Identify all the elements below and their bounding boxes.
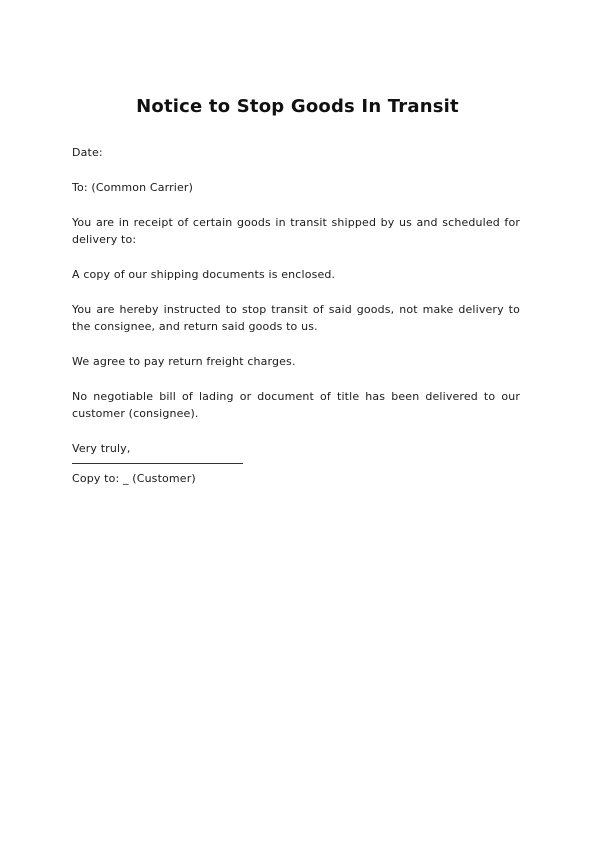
document-title: Notice to Stop Goods In Transit — [136, 96, 459, 117]
letter-body — [72, 144, 520, 487]
closing-line: Very truly, — [72, 442, 131, 455]
signature-line — [72, 463, 243, 464]
enclosure-paragraph: A copy of our shipping documents is enclosed. — [72, 268, 336, 281]
date-line: Date: — [72, 146, 103, 159]
receipt-paragraph: You are in receipt of certain goods in transit shipped by us and scheduled for delivery to: — [72, 216, 520, 246]
bill-of-lading-paragraph: No negotiable bill of lading or document of title has been delivered to our customer (consignee). — [72, 390, 520, 420]
instruction-paragraph: You are hereby instructed to stop transit of said goods, not make delivery to the consignee, and return said goods to us. — [72, 303, 520, 333]
copy-to-line: Copy to: _ (Customer) — [72, 472, 196, 485]
recipient-line: To: (Common Carrier) — [72, 181, 194, 194]
freight-paragraph: We agree to pay return freight charges. — [72, 355, 296, 368]
